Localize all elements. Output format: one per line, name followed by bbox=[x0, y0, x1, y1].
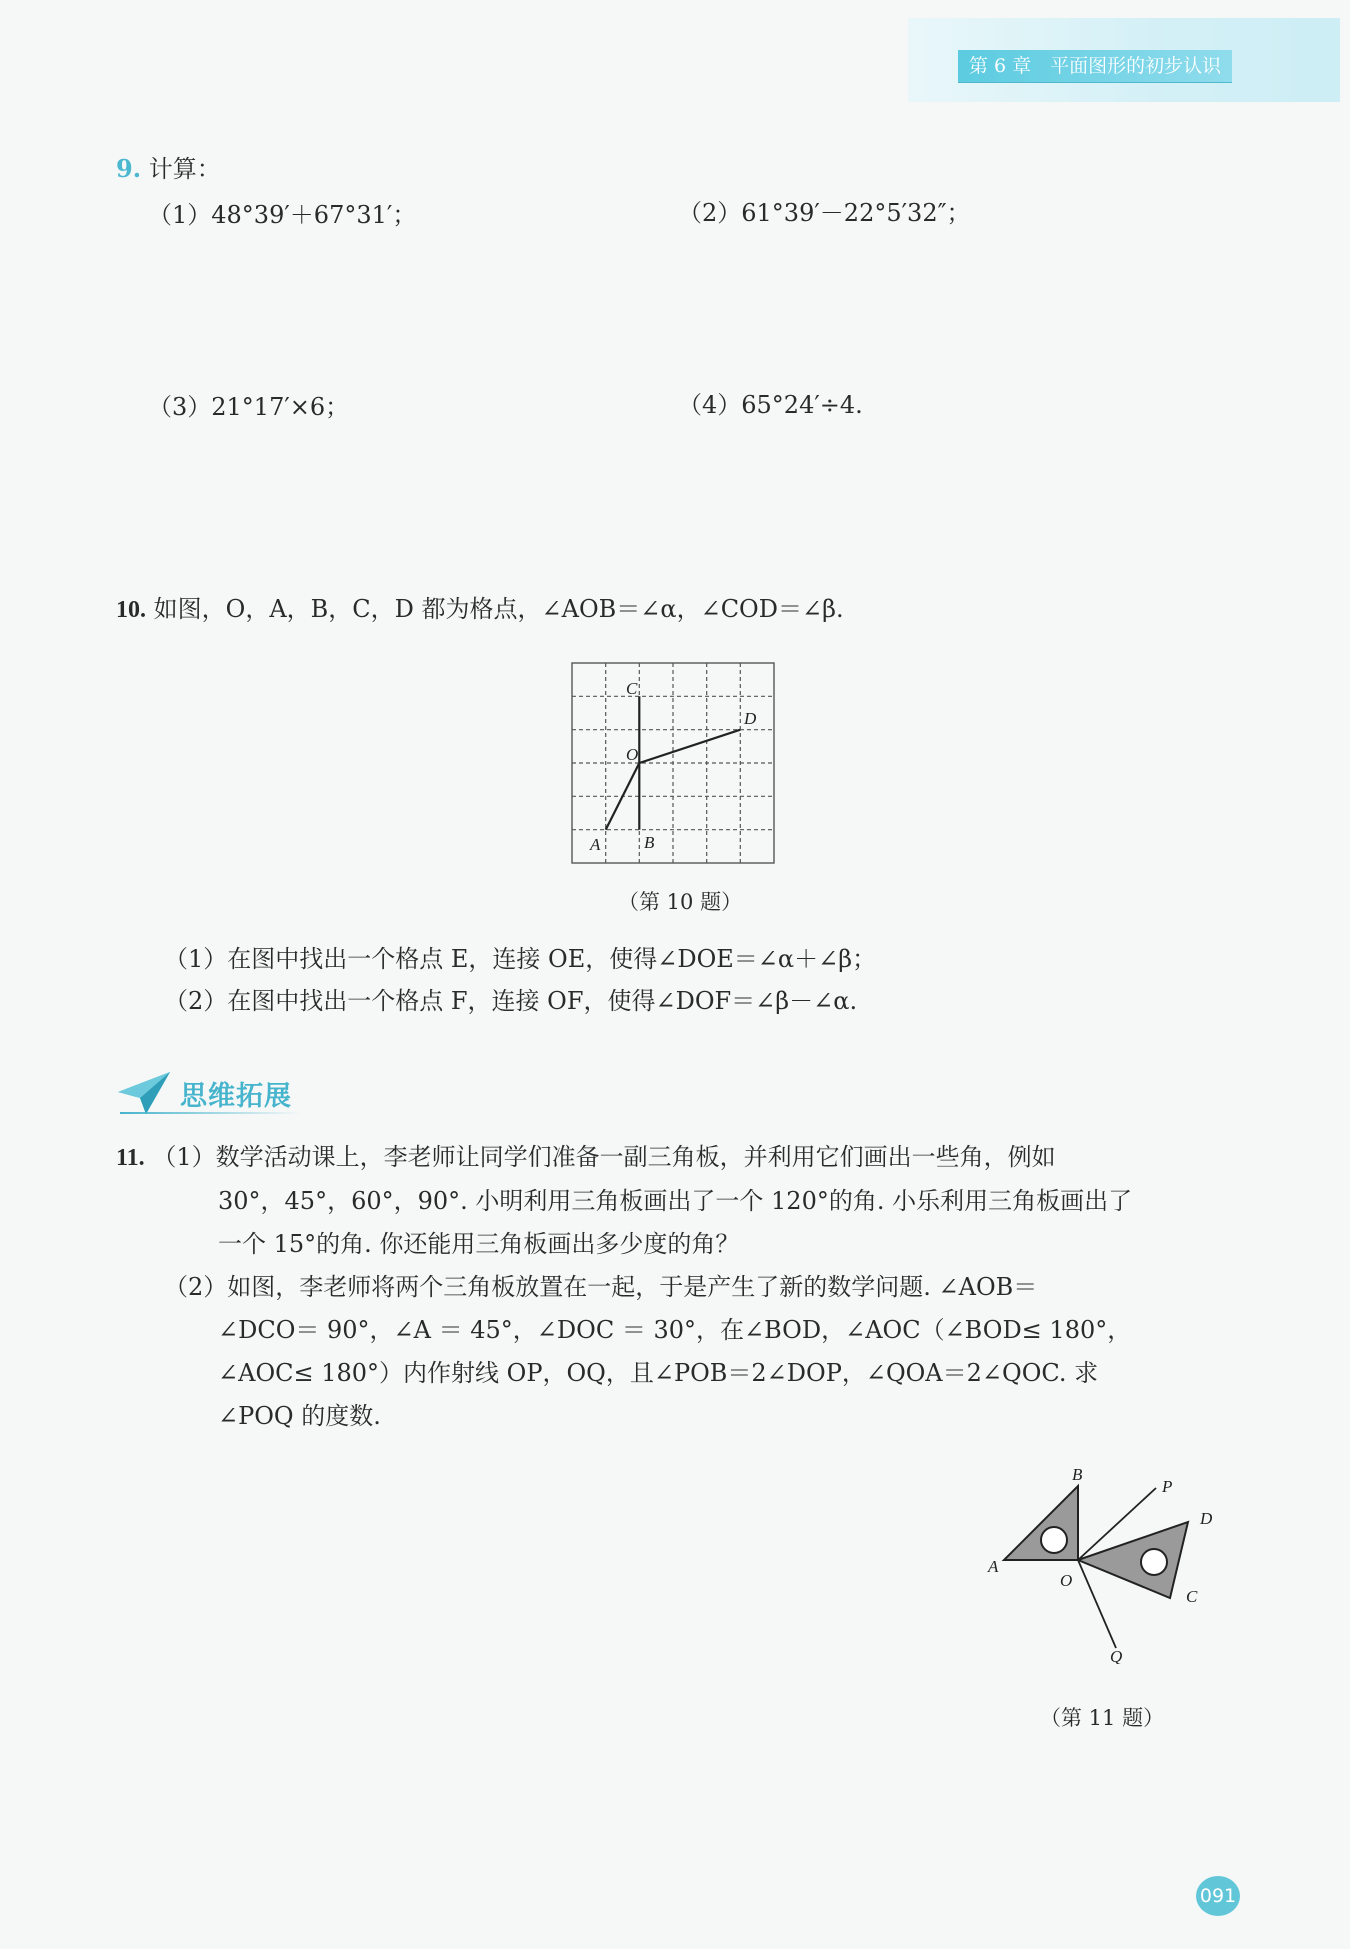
q11-number: 11. bbox=[116, 1145, 145, 1171]
label-o: O bbox=[626, 745, 639, 764]
triangle-aob bbox=[1004, 1486, 1078, 1560]
q9-part-4: （4）65°24′÷4. bbox=[678, 391, 863, 419]
triangle-ocd bbox=[1078, 1522, 1188, 1598]
q9-number: 9. bbox=[116, 154, 142, 183]
q10-part-1: （1）在图中找出一个格点 E，连接 OE，使得∠DOE＝∠α＋∠β； bbox=[164, 945, 877, 973]
label-d: D bbox=[1200, 1509, 1213, 1528]
q11-p1-line1: （1）数学活动课上，李老师让同学们准备一副三角板，并利用它们画出一些角，例如 bbox=[152, 1143, 1056, 1171]
label-b: B bbox=[1072, 1465, 1083, 1484]
triangle-ocd-hole bbox=[1141, 1549, 1167, 1575]
q10-grid-lines bbox=[572, 663, 774, 863]
q9-part-3: （3）21°17′×6； bbox=[148, 393, 350, 421]
label-a: A bbox=[988, 1557, 999, 1576]
q11-p2-line1: （2）如图，李老师将两个三角板放置在一起，于是产生了新的数学问题. ∠AOB＝ bbox=[164, 1273, 1038, 1301]
triangle-aob-hole bbox=[1041, 1527, 1067, 1553]
section-title: 思维拓展 bbox=[180, 1081, 292, 1112]
q9-title: 计算： bbox=[148, 155, 221, 183]
label-q: Q bbox=[1110, 1647, 1123, 1664]
q10-stem: 如图，O，A，B，C，D 都为格点，∠AOB＝∠α，∠COD＝∠β. bbox=[153, 595, 844, 623]
label-o: O bbox=[1060, 1571, 1073, 1590]
q11-p2-line3: ∠AOC≤ 180°）内作射线 OP，OQ，且∠POB＝2∠DOP，∠QOA＝2∠QOC. 求 bbox=[218, 1359, 1099, 1387]
q9-header bbox=[116, 152, 221, 186]
chapter-label: 第 6 章 平面图形的初步认识 bbox=[958, 50, 1232, 82]
label-a: A bbox=[590, 835, 601, 854]
q11-triangles-figure bbox=[980, 1462, 1240, 1664]
q10-grid-figure bbox=[566, 656, 792, 870]
ray-od bbox=[639, 730, 740, 763]
q11-p1-line3: 一个 15°的角. 你还能用三角板画出多少度的角？ bbox=[218, 1230, 740, 1258]
label-d: D bbox=[744, 709, 757, 728]
page-number: 091 bbox=[1196, 1876, 1240, 1916]
q10-caption: （第 10 题） bbox=[618, 890, 743, 914]
q10-stem-line bbox=[116, 592, 844, 627]
label-c: C bbox=[1186, 1587, 1198, 1606]
paper-plane-icon bbox=[116, 1070, 172, 1116]
label-p: P bbox=[1162, 1477, 1173, 1496]
q11-p1-line2: 30°，45°，60°，90°. 小明利用三角板画出了一个 120°的角. 小乐利用三角板画出了 bbox=[218, 1187, 1133, 1215]
label-b: B bbox=[644, 833, 655, 852]
label-c: C bbox=[626, 679, 638, 698]
q10-part-2: （2）在图中找出一个格点 F，连接 OF，使得∠DOF＝∠β－∠α. bbox=[164, 987, 858, 1015]
section-underline bbox=[120, 1112, 302, 1114]
q11-p2-line2: ∠DCO＝ 90°，∠A ＝ 45°，∠DOC ＝ 30°，在∠BOD，∠AOC（∠BOD≤ 180°， bbox=[218, 1316, 1132, 1344]
q9-part-2: （2）61°39′－22°5′32″； bbox=[678, 199, 971, 227]
q11-caption: （第 11 题） bbox=[1040, 1706, 1165, 1730]
q9-part-1: （1）48°39′＋67°31′； bbox=[148, 201, 417, 229]
q10-number: 10. bbox=[116, 597, 146, 623]
q11-line-1 bbox=[116, 1140, 1056, 1175]
q11-p2-line4: ∠POQ 的度数. bbox=[218, 1402, 381, 1430]
